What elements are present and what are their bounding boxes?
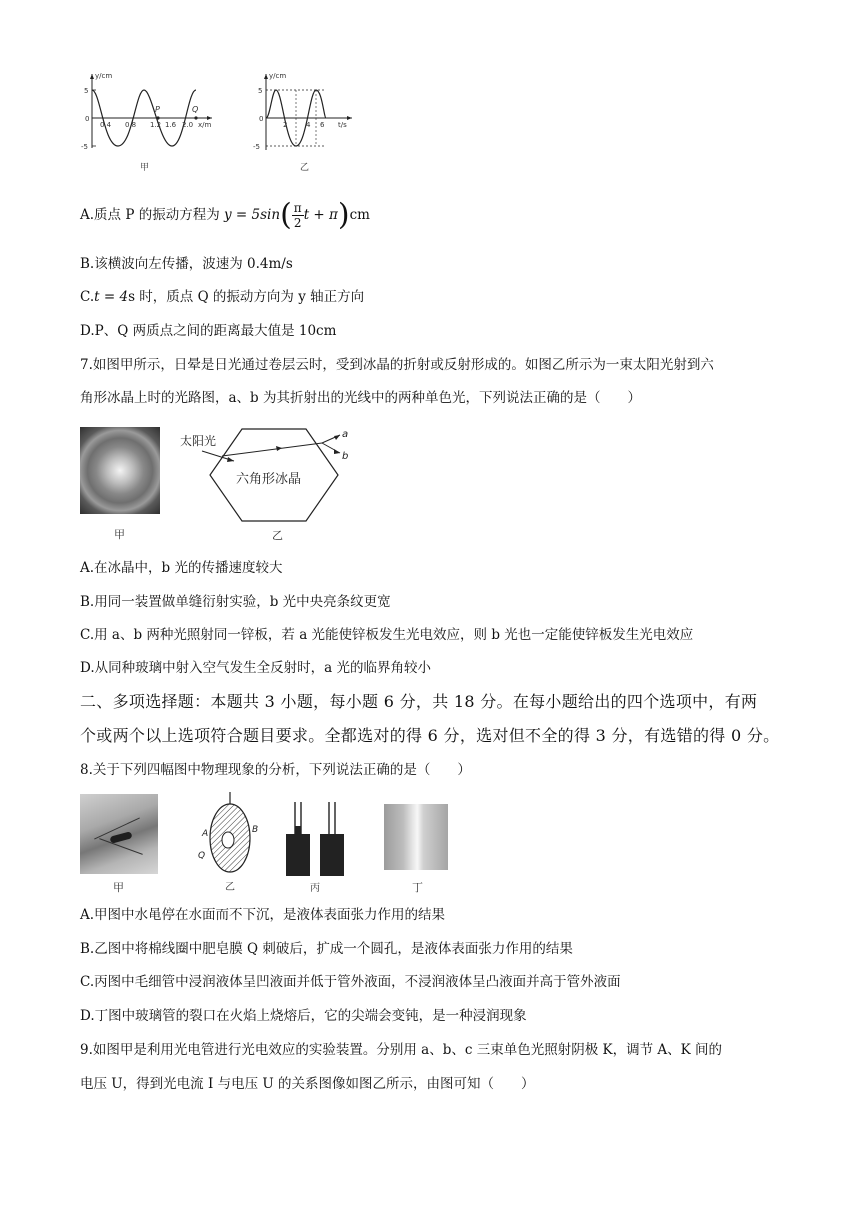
capillary-tubes-diagram xyxy=(282,800,352,896)
soap-label-b: B xyxy=(252,825,259,835)
jia-tick-x-1.2: 1.2 xyxy=(150,121,162,129)
point-p-label: P xyxy=(155,105,160,114)
fraction-denominator: 2 xyxy=(293,216,302,230)
q7-fig-yi-caption: 乙 xyxy=(272,529,283,542)
glass-tube-photo xyxy=(384,804,448,870)
q7-stem-line2: 角形冰晶上时的光路图，a、b 为其折射出的光线中的两种单色光，下列说法正确的是（ ） xyxy=(80,390,641,406)
fraction-numerator: π xyxy=(293,201,302,215)
q7-option-a: A.在冰晶中，b 光的传播速度较大 xyxy=(80,560,283,576)
right-paren: ) xyxy=(337,197,350,233)
sunlight-label: 太阳光 xyxy=(180,434,217,448)
soap-film-diagram xyxy=(192,790,262,896)
q7-fig-jia-caption: 甲 xyxy=(114,528,125,541)
left-paren: ( xyxy=(280,197,292,233)
q7-option-d: D.从同种玻璃中射入空气发生全反射时，a 光的临界角较小 xyxy=(80,660,431,676)
q8-fig-jia-caption: 甲 xyxy=(113,881,124,894)
q7-option-b: B.用同一装置做单缝衍射实验，b 光中央亮条纹更宽 xyxy=(80,594,391,610)
q6-option-c-math: t = 4 xyxy=(94,289,129,305)
yi-xlabel: t/s xyxy=(338,121,347,129)
yi-tick-x-2: 2 xyxy=(283,121,288,129)
crystal-label: 六角形冰晶 xyxy=(236,472,302,487)
q6-option-a-unit: cm xyxy=(349,207,370,223)
q8-fig-ding-caption: 丁 xyxy=(412,881,423,894)
yi-tick-y-neg5: -5 xyxy=(253,143,260,151)
sun-halo-photo xyxy=(80,427,160,514)
q6-option-a xyxy=(80,197,370,233)
q8-fig-bing-caption: 丙 xyxy=(310,883,320,894)
section2-line2: 个或两个以上选项符合题目要求。全都选对的得 6 分，选对但不全的得 3 分，有选错的得 0 分。 xyxy=(80,726,780,745)
jia-ylabel: y/cm xyxy=(95,72,113,80)
jia-tick-x-1.6: 1.6 xyxy=(165,121,177,129)
soap-label-q: Q xyxy=(198,851,206,861)
q6-option-c-rest: s 时，质点 Q 的振动方向为 y 轴正方向 xyxy=(128,289,365,305)
yi-caption: 乙 xyxy=(300,163,310,173)
jia-tick-x-2.0: 2.0 xyxy=(182,121,194,129)
jia-tick-y-neg5: -5 xyxy=(81,143,88,151)
q8-stem: 8.关于下列四幅图中物理现象的分析，下列说法正确的是（ ） xyxy=(80,762,471,778)
fraction-pi-over-2 xyxy=(292,201,304,230)
yi-ylabel: y/cm xyxy=(269,72,287,80)
jia-tick-x-0.4: 0.4 xyxy=(100,121,112,129)
point-q-label: Q xyxy=(192,105,199,114)
soap-label-a: A xyxy=(202,829,209,839)
q6-option-a-eq-mid: t + π xyxy=(303,207,338,223)
q8-option-d: D.丁图中玻璃管的裂口在火焰上烧熔后，它的尖端会变钝，是一种浸润现象 xyxy=(80,1008,527,1024)
yi-tick-x-6: 6 xyxy=(320,121,325,129)
q6-option-c xyxy=(80,287,364,307)
q8-fig-yi-caption: 乙 xyxy=(225,882,235,893)
jia-caption: 甲 xyxy=(140,163,150,173)
yi-tick-y-5: 5 xyxy=(258,87,263,95)
q9-stem-line2: 电压 U，得到光电流 I 与电压 U 的关系图像如图乙所示，由图可知（ ） xyxy=(80,1076,535,1092)
q8-option-c: C.丙图中毛细管中浸润液体呈凹液面并低于管外液面，不浸润液体呈凸液面并高于管外液面 xyxy=(80,974,621,990)
ray-a-label: a xyxy=(342,429,349,440)
q6-option-b: B.该横波向左传播，波速为 0.4m/s xyxy=(80,256,293,272)
jia-tick-x-0.8: 0.8 xyxy=(125,121,137,129)
q6-option-a-prefix: A.质点 P 的振动方程为 xyxy=(80,207,220,223)
q7-option-c: C.用 a、b 两种光照射同一锌板，若 a 光能使锌板发生光电效应，则 b 光也一定能使锌板发生光电效应 xyxy=(80,627,694,643)
jia-tick-y-5: 5 xyxy=(84,87,89,95)
water-strider-body xyxy=(109,831,132,843)
wave-graph-yi xyxy=(250,68,360,176)
yi-tick-x-4: 4 xyxy=(306,121,311,129)
q8-option-a: A.甲图中水黾停在水面而不下沉，是液体表面张力作用的结果 xyxy=(80,907,446,923)
jia-xlabel: x/m xyxy=(198,121,212,129)
section2-line1: 二、多项选择题：本题共 3 小题，每小题 6 分，共 18 分。在每小题给出的四个选项中，有两 xyxy=(80,692,758,711)
q8-option-b: B.乙图中将棉线圈中肥皂膜 Q 刺破后，扩成一个圆孔，是液体表面张力作用的结果 xyxy=(80,941,573,957)
jia-tick-y-0: 0 xyxy=(85,115,90,123)
ice-crystal-diagram xyxy=(172,425,372,543)
ray-b-label: b xyxy=(342,451,349,462)
q6-option-d: D.P、Q 两质点之间的距离最大值是 10cm xyxy=(80,323,337,339)
q9-stem-line1: 9.如图甲是利用光电管进行光电效应的实验装置。分别用 a、b、c 三束单色光照射阴极 K，调节 A、K 间的 xyxy=(80,1042,723,1058)
wave-graph-jia xyxy=(80,68,220,176)
q7-stem-line1: 7.如图甲所示，日晕是日光通过卷层云时，受到冰晶的折射或反射形成的。如图乙所示为一束太阳光射到六 xyxy=(80,357,714,373)
water-strider-photo xyxy=(80,794,158,874)
yi-tick-y-0: 0 xyxy=(259,115,264,123)
q6-option-c-prefix: C. xyxy=(80,289,95,305)
q6-option-a-eq-left: y = 5sin xyxy=(224,207,281,223)
